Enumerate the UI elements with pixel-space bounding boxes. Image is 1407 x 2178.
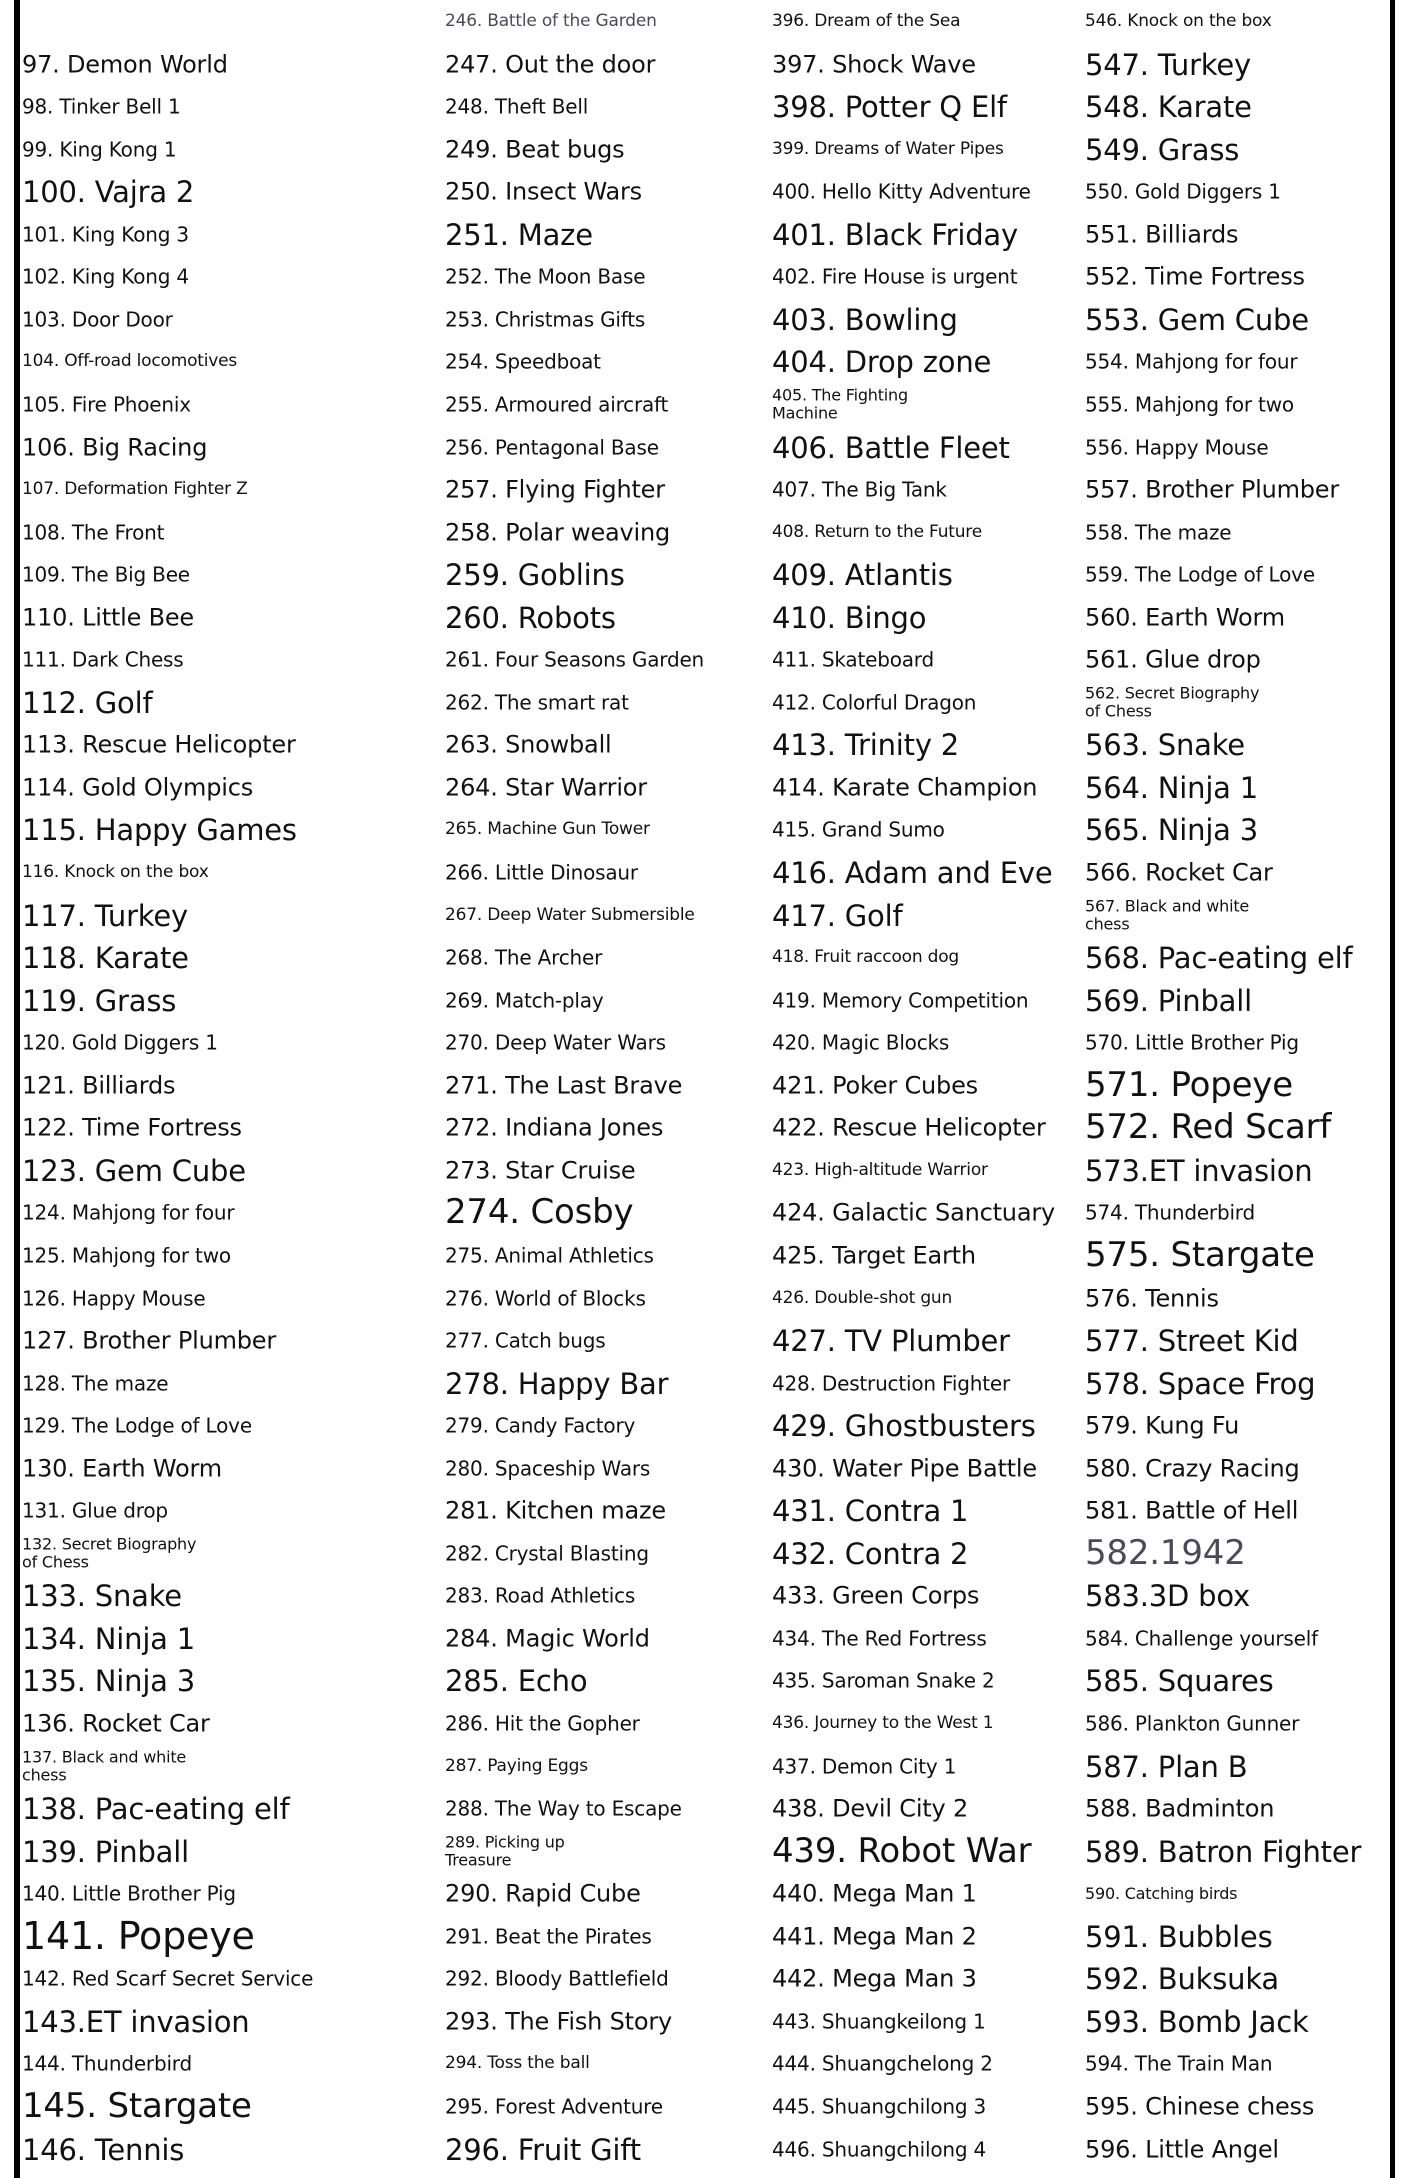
game-list-item: 146. Tennis — [22, 2132, 185, 2167]
game-list-item: 248. Theft Bell — [445, 94, 589, 119]
game-list-item: 272. Indiana Jones — [445, 1113, 664, 1142]
game-list-item: 407. The Big Tank — [772, 477, 947, 502]
game-list-item: 552. Time Fortress — [1085, 262, 1305, 291]
game-list-item: 576. Tennis — [1085, 1283, 1219, 1312]
game-list-item: 132. Secret Biography of Chess — [22, 1534, 197, 1572]
game-list-item: 425. Target Earth — [772, 1241, 976, 1270]
game-list-item: 246. Battle of the Garden — [445, 11, 657, 32]
game-list-item: 128. The maze — [22, 1371, 169, 1396]
game-list-item: 104. Off-road locomotives — [22, 351, 238, 372]
game-list-item: 421. Poker Cubes — [772, 1071, 978, 1100]
game-list-item: 286. Hit the Gopher — [445, 1711, 640, 1736]
game-list-item: 551. Billiards — [1085, 220, 1239, 249]
game-list-item: 408. Return to the Future — [772, 521, 982, 542]
game-list-item: 553. Gem Cube — [1085, 302, 1309, 337]
game-list-item: 133. Snake — [22, 1579, 182, 1614]
game-list-item: 121. Billiards — [22, 1071, 176, 1100]
game-list-item: 580. Crazy Racing — [1085, 1454, 1300, 1483]
game-list-item: 291. Beat the Pirates — [445, 1924, 652, 1949]
game-list-item: 422. Rescue Helicopter — [772, 1113, 1046, 1142]
game-list-item: 270. Deep Water Wars — [445, 1030, 666, 1055]
game-list-item: 127. Brother Plumber — [22, 1326, 277, 1355]
game-list-item: 295. Forest Adventure — [445, 2094, 663, 2119]
game-list-item: 588. Badminton — [1085, 1794, 1275, 1823]
game-list-item: 111. Dark Chess — [22, 647, 184, 672]
game-list-item: 263. Snowball — [445, 730, 612, 759]
game-list-item: 571. Popeye — [1085, 1064, 1293, 1105]
game-list-item: 423. High-altitude Warrior — [772, 1159, 988, 1180]
game-list-item: 562. Secret Biography of Chess — [1085, 683, 1260, 721]
game-list-item: 410. Bingo — [772, 600, 927, 635]
game-list-item: 141. Popeye — [22, 1913, 255, 1958]
game-list-item: 279. Candy Factory — [445, 1413, 636, 1438]
game-list-item: 277. Catch bugs — [445, 1328, 606, 1353]
game-list-item: 289. Picking up Treasure — [445, 1832, 565, 1870]
game-list-item: 569. Pinball — [1085, 983, 1252, 1018]
game-list-item: 417. Golf — [772, 898, 903, 933]
game-list-item: 414. Karate Champion — [772, 773, 1038, 802]
game-list-item: 438. Devil City 2 — [772, 1794, 969, 1823]
game-list-item: 559. The Lodge of Love — [1085, 562, 1315, 587]
game-list-item: 122. Time Fortress — [22, 1113, 242, 1142]
game-list-item: 103. Door Door — [22, 307, 173, 332]
game-list-item: 572. Red Scarf — [1085, 1107, 1332, 1148]
game-list-item: 280. Spaceship Wars — [445, 1456, 651, 1481]
game-list-item: 413. Trinity 2 — [772, 728, 960, 763]
game-list-item: 574. Thunderbird — [1085, 1200, 1255, 1225]
game-list-item: 399. Dreams of Water Pipes — [772, 138, 1004, 159]
game-list-item: 262. The smart rat — [445, 690, 629, 715]
game-list-item: 135. Ninja 3 — [22, 1664, 196, 1699]
game-list-item: 271. The Last Brave — [445, 1071, 683, 1100]
game-list-item: 275. Animal Athletics — [445, 1243, 654, 1268]
game-list-item: 258. Polar weaving — [445, 518, 671, 546]
game-list-item: 120. Gold Diggers 1 — [22, 1030, 218, 1055]
game-list-item: 577. Street Kid — [1085, 1323, 1299, 1358]
game-list-item: 573.ET invasion — [1085, 1153, 1313, 1188]
game-list-item: 549. Grass — [1085, 132, 1240, 167]
game-list-item: 125. Mahjong for two — [22, 1243, 231, 1268]
game-list-item: 131. Glue drop — [22, 1498, 168, 1523]
game-list-item: 418. Fruit raccoon dog — [772, 947, 960, 968]
game-list-item: 106. Big Racing — [22, 432, 208, 461]
game-list-item: 283. Road Athletics — [445, 1583, 636, 1608]
game-list-item: 293. The Fish Story — [445, 2007, 673, 2036]
game-list-item: 143.ET invasion — [22, 2004, 250, 2039]
game-list-item: 398. Potter Q Elf — [772, 89, 1007, 124]
game-list-item: 250. Insect Wars — [445, 177, 642, 206]
game-list-item: 444. Shuangchelong 2 — [772, 2051, 993, 2076]
game-list-item: 586. Plankton Gunner — [1085, 1711, 1300, 1736]
game-list-item: 556. Happy Mouse — [1085, 435, 1269, 459]
game-list-item: 561. Glue drop — [1085, 645, 1261, 674]
game-list-item: 255. Armoured aircraft — [445, 392, 669, 417]
game-list-item: 260. Robots — [445, 600, 616, 635]
game-list-item: 592. Buksuka — [1085, 1962, 1280, 1997]
left-border — [14, 0, 20, 2178]
game-list-item: 251. Maze — [445, 217, 593, 252]
game-list-item: 145. Stargate — [22, 2086, 252, 2127]
game-list-item: 590. Catching birds — [1085, 1883, 1238, 1903]
game-list-item: 98. Tinker Bell 1 — [22, 94, 181, 119]
game-list-item: 428. Destruction Fighter — [772, 1371, 1010, 1396]
game-list-item: 102. King Kong 4 — [22, 264, 189, 289]
game-list-item: 249. Beat bugs — [445, 135, 625, 164]
game-list-item: 97. Demon World — [22, 49, 228, 78]
game-list-item: 434. The Red Fortress — [772, 1626, 987, 1651]
game-list-item: 144. Thunderbird — [22, 2051, 192, 2076]
game-list-item: 401. Black Friday — [772, 217, 1018, 252]
game-list-item: 137. Black and white chess — [22, 1747, 187, 1785]
game-list-item: 285. Echo — [445, 1664, 588, 1699]
game-list-item: 101. King Kong 3 — [22, 222, 189, 247]
game-list-item: 284. Magic World — [445, 1624, 650, 1653]
game-list-item: 411. Skateboard — [772, 647, 934, 672]
game-list-item: 261. Four Seasons Garden — [445, 647, 705, 672]
game-list-item: 288. The Way to Escape — [445, 1796, 682, 1821]
game-list-item: 404. Drop zone — [772, 345, 992, 380]
game-list-item: 129. The Lodge of Love — [22, 1413, 252, 1438]
game-list-item: 406. Battle Fleet — [772, 430, 1010, 465]
game-list-item: 117. Turkey — [22, 898, 188, 933]
game-list-item: 268. The Archer — [445, 945, 603, 970]
game-list-item: 584. Challenge yourself — [1085, 1626, 1318, 1651]
game-list-item: 397. Shock Wave — [772, 49, 976, 78]
game-list-item: 431. Contra 1 — [772, 1494, 969, 1529]
game-list-item: 582.1942 — [1085, 1532, 1246, 1573]
game-list-item: 591. Bubbles — [1085, 1919, 1273, 1954]
game-list-item: 269. Match-play — [445, 988, 604, 1013]
game-list-item: 596. Little Angel — [1085, 2134, 1279, 2163]
game-list-item: 112. Golf — [22, 685, 153, 720]
game-list-item: 256. Pentagonal Base — [445, 435, 659, 459]
game-list-item: 581. Battle of Hell — [1085, 1496, 1299, 1525]
game-list-item: 296. Fruit Gift — [445, 2132, 641, 2167]
game-list-item: 110. Little Bee — [22, 603, 194, 632]
game-list-item: 273. Star Cruise — [445, 1156, 636, 1185]
game-list-item: 589. Batron Fighter — [1085, 1834, 1362, 1869]
game-list-item: 432. Contra 2 — [772, 1536, 969, 1571]
game-list-item: 415. Grand Sumo — [772, 817, 945, 842]
game-list-item: 265. Machine Gun Tower — [445, 819, 650, 840]
game-list-item: 114. Gold Olympics — [22, 773, 254, 802]
game-list-item: 264. Star Warrior — [445, 773, 647, 802]
game-list-item: 267. Deep Water Submersible — [445, 904, 695, 925]
game-list-item: 442. Mega Man 3 — [772, 1964, 977, 1993]
game-list-item: 433. Green Corps — [772, 1581, 980, 1610]
game-list-item: 412. Colorful Dragon — [772, 690, 977, 715]
game-list-item: 287. Paying Eggs — [445, 1755, 588, 1776]
game-list-item: 424. Galactic Sanctuary — [772, 1198, 1055, 1227]
game-list-item: 579. Kung Fu — [1085, 1411, 1240, 1440]
game-list-item: 140. Little Brother Pig — [22, 1881, 236, 1906]
game-list-item: 405. The Fighting Machine — [772, 385, 908, 423]
game-list-item: 136. Rocket Car — [22, 1709, 210, 1738]
game-list-item: 266. Little Dinosaur — [445, 860, 638, 885]
game-list-item: 595. Chinese chess — [1085, 2092, 1315, 2121]
game-list-item: 445. Shuangchilong 3 — [772, 2094, 987, 2119]
game-list-item: 557. Brother Plumber — [1085, 475, 1340, 504]
game-list-item: 583.3D box — [1085, 1579, 1250, 1614]
game-list-item: 546. Knock on the box — [1085, 11, 1272, 32]
game-list-item: 446. Shuangchilong 4 — [772, 2137, 987, 2161]
game-list-item: 443. Shuangkeilong 1 — [772, 2009, 986, 2034]
game-list-item: 550. Gold Diggers 1 — [1085, 179, 1281, 204]
game-list-item: 587. Plan B — [1085, 1749, 1248, 1784]
game-list-item: 547. Turkey — [1085, 47, 1251, 82]
game-list-item: 274. Cosby — [445, 1192, 634, 1233]
game-list-item: 116. Knock on the box — [22, 862, 209, 883]
game-list-item: 416. Adam and Eve — [772, 855, 1053, 890]
game-list-item: 558. The maze — [1085, 520, 1232, 545]
game-list-item: 555. Mahjong for two — [1085, 392, 1294, 417]
game-list-item: 130. Earth Worm — [22, 1454, 222, 1483]
game-list-item: 99. King Kong 1 — [22, 137, 177, 162]
game-list-item: 100. Vajra 2 — [22, 174, 195, 209]
game-list-item: 259. Goblins — [445, 557, 625, 592]
game-list-item: 257. Flying Fighter — [445, 475, 665, 504]
game-list-item: 419. Memory Competition — [772, 988, 1029, 1013]
game-list-item: 548. Karate — [1085, 89, 1252, 124]
game-list-item: 578. Space Frog — [1085, 1366, 1316, 1401]
game-list-item: 139. Pinball — [22, 1834, 189, 1869]
game-list-item: 247. Out the door — [445, 49, 656, 78]
game-list-item: 113. Rescue Helicopter — [22, 730, 296, 759]
game-list-item: 119. Grass — [22, 983, 177, 1018]
game-list-item: 575. Stargate — [1085, 1235, 1315, 1276]
game-list-item: 115. Happy Games — [22, 813, 297, 848]
game-list-item: 123. Gem Cube — [22, 1153, 246, 1188]
game-list-item: 134. Ninja 1 — [22, 1621, 196, 1656]
game-list-item: 253. Christmas Gifts — [445, 307, 646, 332]
game-list-item: 567. Black and white chess — [1085, 896, 1250, 934]
game-list-item: 427. TV Plumber — [772, 1323, 1010, 1358]
game-list-item: 278. Happy Bar — [445, 1366, 669, 1401]
game-list-item: 436. Journey to the West 1 — [772, 1713, 994, 1734]
game-list-item: 420. Magic Blocks — [772, 1030, 950, 1055]
game-list-item: 290. Rapid Cube — [445, 1879, 641, 1908]
game-list-item: 108. The Front — [22, 520, 165, 545]
game-list-column-1 — [22, 0, 352, 2178]
game-list-item: 292. Bloody Battlefield — [445, 1966, 669, 1991]
game-list-item: 109. The Big Bee — [22, 562, 190, 587]
game-list-item: 568. Pac-eating elf — [1085, 940, 1353, 975]
game-list-item: 403. Bowling — [772, 302, 958, 337]
game-list-item: 554. Mahjong for four — [1085, 349, 1298, 374]
game-list-column-4 — [1085, 0, 1407, 2178]
game-list-item: 439. Robot War — [772, 1830, 1032, 1871]
game-list-item: 560. Earth Worm — [1085, 603, 1285, 632]
game-list-item: 430. Water Pipe Battle — [772, 1454, 1037, 1483]
game-list-item: 585. Squares — [1085, 1664, 1274, 1699]
game-list-item: 118. Karate — [22, 940, 189, 975]
game-list-item: 563. Snake — [1085, 728, 1245, 763]
game-list-item: 282. Crystal Blasting — [445, 1541, 649, 1566]
game-list-item: 437. Demon City 1 — [772, 1754, 957, 1779]
game-list-item: 105. Fire Phoenix — [22, 392, 191, 417]
game-list-item: 426. Double-shot gun — [772, 1287, 953, 1308]
game-list-item: 429. Ghostbusters — [772, 1408, 1036, 1443]
game-list-item: 402. Fire House is urgent — [772, 264, 1018, 289]
game-list-column-2 — [445, 0, 775, 2178]
game-list-item: 564. Ninja 1 — [1085, 770, 1259, 805]
game-list-item: 409. Atlantis — [772, 557, 953, 592]
game-list-item: 570. Little Brother Pig — [1085, 1030, 1299, 1055]
game-list-item: 400. Hello Kitty Adventure — [772, 179, 1031, 204]
game-list-item: 254. Speedboat — [445, 349, 601, 374]
game-list-item: 294. Toss the ball — [445, 2053, 590, 2074]
game-list-item: 565. Ninja 3 — [1085, 813, 1259, 848]
game-list-item: 252. The Moon Base — [445, 264, 646, 289]
game-list-item: 593. Bomb Jack — [1085, 2004, 1309, 2039]
game-list-item: 107. Deformation Fighter Z — [22, 479, 248, 500]
game-list-item: 594. The Train Man — [1085, 2051, 1273, 2076]
game-list-item: 142. Red Scarf Secret Service — [22, 1966, 314, 1991]
game-list-item: 138. Pac-eating elf — [22, 1791, 290, 1826]
game-list-item: 396. Dream of the Sea — [772, 11, 961, 32]
game-list-item: 276. World of Blocks — [445, 1286, 646, 1310]
game-list-item: 126. Happy Mouse — [22, 1286, 206, 1310]
game-list-item: 566. Rocket Car — [1085, 858, 1273, 887]
game-list-item: 435. Saroman Snake 2 — [772, 1668, 995, 1693]
game-list-item: 124. Mahjong for four — [22, 1200, 235, 1225]
game-list-item: 440. Mega Man 1 — [772, 1879, 977, 1908]
game-list-item: 281. Kitchen maze — [445, 1496, 666, 1525]
game-list-column-3 — [772, 0, 1102, 2178]
game-list-item: 441. Mega Man 2 — [772, 1922, 977, 1951]
